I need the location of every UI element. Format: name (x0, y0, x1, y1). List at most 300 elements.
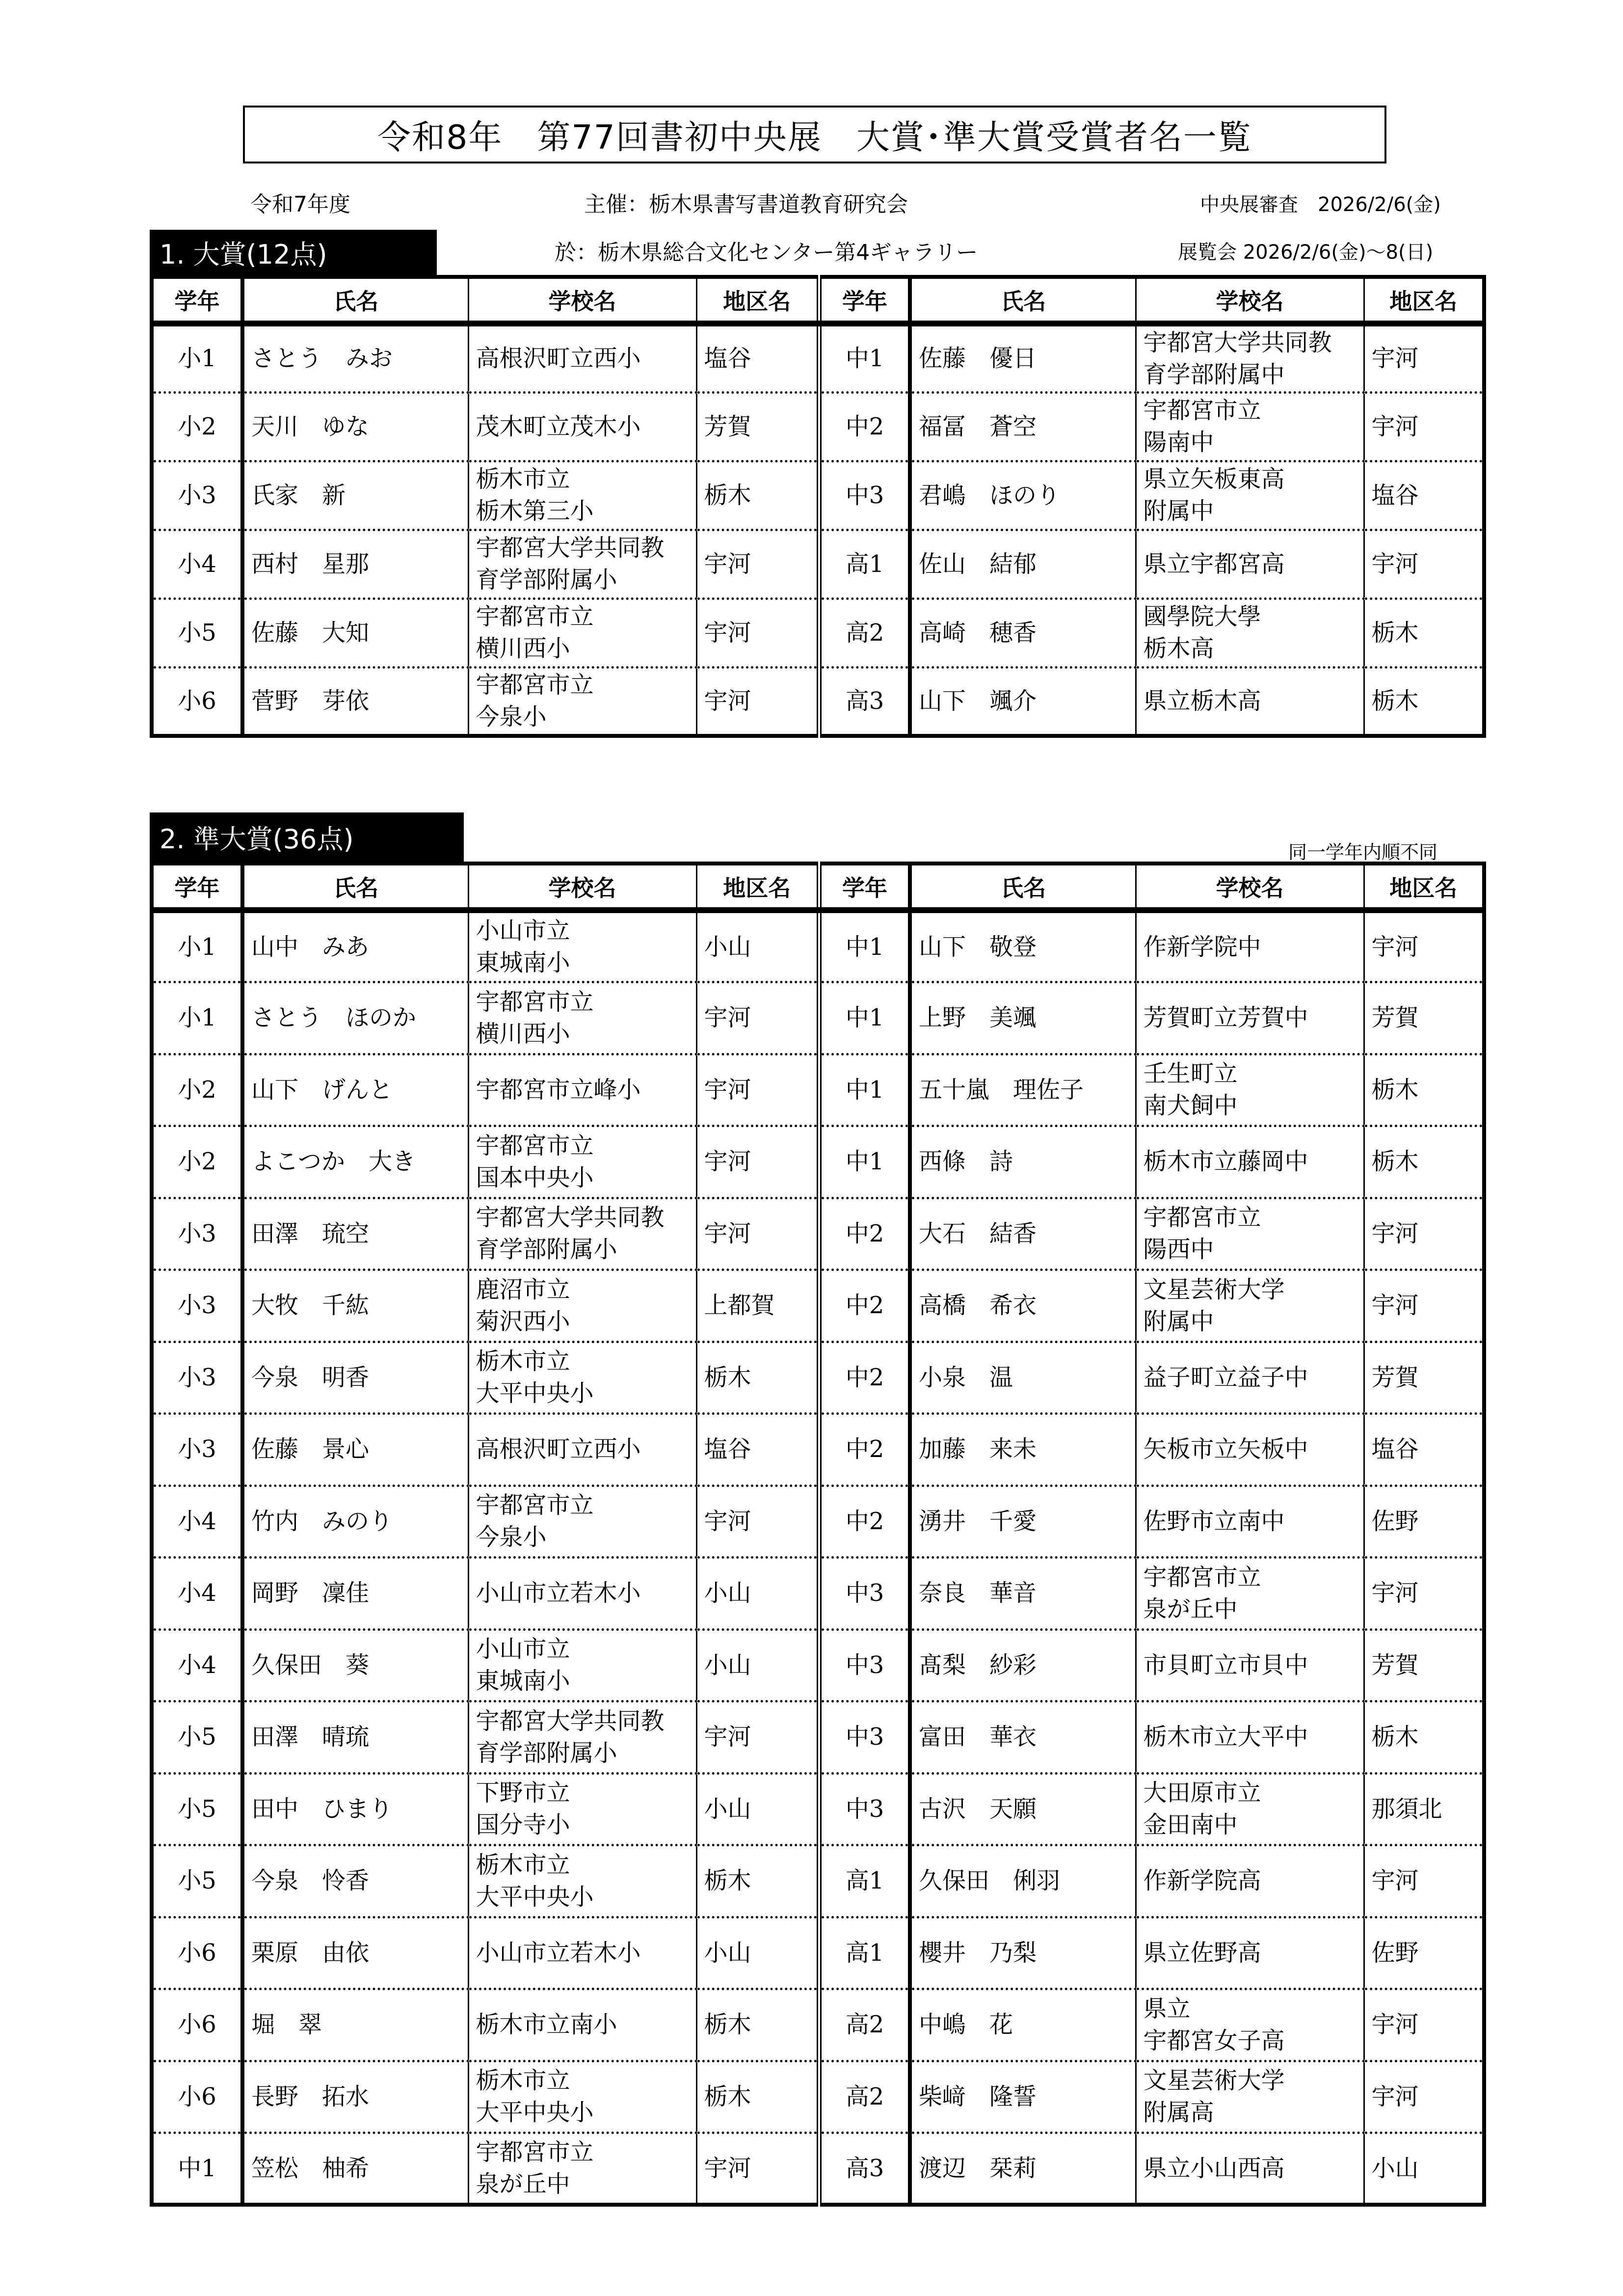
school-line: 佐野市立南中 (1143, 1507, 1285, 1535)
order-note: 同一学年内順不同 (1288, 841, 1438, 863)
table-row (152, 1989, 1484, 2061)
school-line: 栃木市立南小 (476, 2011, 617, 2039)
school-line: 栃木市立大平中 (1143, 1723, 1308, 1751)
school-line: 県立佐野高 (1143, 1939, 1261, 1967)
name-cell: 富田 華衣 (910, 1702, 1136, 1774)
grade-cell: 中1 (819, 324, 910, 392)
district-cell: 宇河 (696, 598, 819, 667)
table-row (152, 1917, 1484, 1989)
school-line: 宇都宮市立 (476, 1491, 594, 1519)
school-line: 大平中央小 (476, 1883, 594, 1911)
grade-cell: 中3 (819, 1558, 910, 1630)
section-grand-prize-label: 1. 大賞(12点) (150, 230, 437, 275)
district-cell: 宇河 (1364, 392, 1484, 461)
school-cell (468, 1917, 696, 1989)
grade-cell: 小5 (152, 598, 242, 667)
grade-cell: 中1 (819, 1054, 910, 1126)
school-line: 陽西中 (1143, 1236, 1214, 1264)
district-cell: 宇河 (696, 2133, 819, 2205)
school-cell (1136, 982, 1364, 1054)
school-cell (1136, 1198, 1364, 1270)
grand-prize-table (150, 275, 1486, 738)
school-line: 矢板市立矢板中 (1143, 1435, 1308, 1463)
school-cell (468, 530, 696, 598)
school-line: 国分寺小 (476, 1811, 570, 1839)
school-line: 栃木高 (1143, 635, 1214, 662)
col-header-school: 学校名 (468, 864, 696, 910)
name-cell: 田澤 晴琉 (242, 1702, 468, 1774)
school-cell (468, 1558, 696, 1630)
grade-cell: 中1 (152, 2133, 242, 2205)
table-header-row (152, 864, 1484, 910)
district-cell: 小山 (696, 910, 819, 982)
col-header-grade: 学年 (819, 864, 910, 910)
name-cell: 竹内 みのり (242, 1486, 468, 1558)
col-header-grade: 学年 (819, 277, 910, 324)
name-cell: 堀 翠 (242, 1989, 468, 2061)
school-line: 益子町立益子中 (1143, 1363, 1308, 1391)
table-row (152, 392, 1484, 461)
school-cell (1136, 1558, 1364, 1630)
col-header-grade: 学年 (152, 277, 242, 324)
school-line: 宇都宮市立 (476, 1132, 594, 1160)
school-line: 東城南小 (476, 1667, 570, 1695)
school-line: 国本中央小 (476, 1163, 594, 1191)
district-cell: 栃木 (1364, 1702, 1484, 1774)
grade-cell: 小2 (152, 1054, 242, 1126)
grade-cell: 小2 (152, 392, 242, 461)
school-line: 宇都宮女子高 (1143, 2026, 1285, 2054)
table-row (152, 1126, 1484, 1198)
district-cell: 宇河 (1364, 1270, 1484, 1342)
school-cell (1136, 2061, 1364, 2133)
school-cell (1136, 324, 1364, 392)
name-cell: 柴﨑 隆誓 (910, 2061, 1136, 2133)
name-cell: 西村 星那 (242, 530, 468, 598)
table-row (152, 1342, 1484, 1414)
name-cell: 西條 詩 (910, 1126, 1136, 1198)
school-line: 宇都宮市立 (1143, 1204, 1261, 1232)
school-line: 文星芸術大学 (1143, 2067, 1285, 2095)
section-semi-grand-prize-label: 2. 準大賞(36点) (150, 812, 464, 862)
grade-cell: 中2 (819, 1198, 910, 1270)
semi-grand-prize-table (150, 862, 1486, 2207)
district-cell: 小山 (696, 1558, 819, 1630)
school-cell (468, 1629, 696, 1702)
school-cell (1136, 1486, 1364, 1558)
name-cell: よこつか 大き (242, 1126, 468, 1198)
school-cell (468, 461, 696, 530)
grade-cell: 中2 (819, 1414, 910, 1486)
school-line: 宇都宮市立 (1143, 1563, 1261, 1591)
school-line: 附属中 (1143, 1307, 1214, 1335)
school-line: 宇都宮市立 (476, 603, 594, 631)
grade-cell: 中3 (819, 1702, 910, 1774)
school-line: 県立宇都宮高 (1143, 550, 1285, 578)
grade-cell: 中3 (819, 461, 910, 530)
school-line: 宇都宮大学共同教 (476, 1707, 665, 1735)
district-cell: 宇河 (1364, 1989, 1484, 2061)
name-cell: 田澤 琉空 (242, 1198, 468, 1270)
grade-cell: 高2 (819, 598, 910, 667)
school-line: 金田南中 (1143, 1811, 1238, 1839)
school-line: 市貝町立市貝中 (1143, 1651, 1308, 1679)
school-cell (1136, 598, 1364, 667)
school-cell (468, 392, 696, 461)
name-cell: 今泉 明香 (242, 1342, 468, 1414)
district-cell: 芳賀 (1364, 1342, 1484, 1414)
district-cell: 栃木 (1364, 667, 1484, 736)
district-cell: 那須北 (1364, 1773, 1484, 1845)
grade-cell: 中3 (819, 1773, 910, 1845)
table-row (152, 1198, 1484, 1270)
district-cell: 塩谷 (1364, 1414, 1484, 1486)
school-cell (468, 2133, 696, 2205)
school-line: 高根沢町立西小 (476, 1435, 641, 1463)
school-line: 壬生町立 (1143, 1060, 1238, 1088)
school-line: 栃木市立 (476, 1348, 570, 1376)
school-line: 育学部附属中 (1143, 360, 1285, 388)
district-cell: 宇河 (1364, 530, 1484, 598)
school-line: 茂木町立茂木小 (476, 412, 641, 440)
school-line: 作新学院中 (1143, 933, 1261, 961)
venue: 於：栃木県総合文化センター第4ギャラリー (555, 240, 978, 265)
table-row (152, 1558, 1484, 1630)
table-row (152, 1845, 1484, 1918)
col-header-name: 氏名 (910, 864, 1136, 910)
col-header-district: 地区名 (1364, 864, 1484, 910)
grade-cell: 小3 (152, 1414, 242, 1486)
school-cell (468, 667, 696, 736)
district-cell: 小山 (696, 1773, 819, 1845)
organizer: 主催：栃木県書写書道教育研究会 (584, 192, 908, 217)
col-header-name: 氏名 (242, 864, 468, 910)
school-cell (468, 1845, 696, 1918)
school-cell (1136, 667, 1364, 736)
grade-cell: 小3 (152, 1198, 242, 1270)
district-cell: 宇河 (1364, 324, 1484, 392)
school-line: 南犬飼中 (1143, 1092, 1238, 1120)
district-cell: 芳賀 (696, 392, 819, 461)
name-cell: 奈良 華音 (910, 1558, 1136, 1630)
name-cell: 高橋 希衣 (910, 1270, 1136, 1342)
col-header-district: 地区名 (696, 864, 819, 910)
name-cell: 久保田 俐羽 (910, 1845, 1136, 1918)
name-cell: 栗原 由依 (242, 1917, 468, 1989)
exhibition-date: 展覧会 2026/2/6(金)～8(日) (1178, 241, 1434, 264)
school-cell (468, 1702, 696, 1774)
name-cell: 五十嵐 理佐子 (910, 1054, 1136, 1126)
school-cell (1136, 1342, 1364, 1414)
name-cell: 髙梨 紗彩 (910, 1629, 1136, 1702)
grade-cell: 小3 (152, 1270, 242, 1342)
name-cell: 君嶋 ほのり (910, 461, 1136, 530)
school-line: 宇都宮大学共同教 (476, 1204, 665, 1232)
school-cell (468, 982, 696, 1054)
school-line: 宇都宮市立 (476, 988, 594, 1016)
school-line: 栃木第三小 (476, 497, 594, 525)
col-header-district: 地区名 (1364, 277, 1484, 324)
school-line: 附属中 (1143, 497, 1214, 525)
school-cell (468, 1773, 696, 1845)
fiscal-year: 令和7年度 (250, 192, 350, 217)
school-cell (1136, 1702, 1364, 1774)
name-cell: 大石 結香 (910, 1198, 1136, 1270)
grade-cell: 中2 (819, 392, 910, 461)
school-line: 育学部附属小 (476, 1739, 617, 1767)
school-line: 宇都宮市立 (476, 671, 594, 699)
school-line: 國學院大學 (1143, 603, 1261, 631)
school-cell (468, 1270, 696, 1342)
district-cell: 栃木 (1364, 598, 1484, 667)
school-line: 栃木市立 (476, 2067, 570, 2095)
school-cell (468, 2061, 696, 2133)
district-cell: 塩谷 (696, 1414, 819, 1486)
school-cell (468, 324, 696, 392)
grade-cell: 高1 (819, 1845, 910, 1918)
name-cell: 笠松 柚希 (242, 2133, 468, 2205)
district-cell: 宇河 (1364, 1558, 1484, 1630)
district-cell: 小山 (696, 1917, 819, 1989)
district-cell: 塩谷 (1364, 461, 1484, 530)
name-cell: 天川 ゆな (242, 392, 468, 461)
school-cell (468, 1054, 696, 1126)
name-cell: 長野 拓水 (242, 2061, 468, 2133)
grade-cell: 高3 (819, 2133, 910, 2205)
district-cell: 栃木 (696, 1342, 819, 1414)
school-line: 菊沢西小 (476, 1307, 570, 1335)
grade-cell: 小4 (152, 1629, 242, 1702)
name-cell: さとう ほのか (242, 982, 468, 1054)
school-line: 大平中央小 (476, 2099, 594, 2127)
district-cell: 宇河 (696, 1054, 819, 1126)
school-cell (468, 1342, 696, 1414)
school-line: 横川西小 (476, 635, 570, 662)
table-row (152, 982, 1484, 1054)
table-row (152, 530, 1484, 598)
school-cell (1136, 1126, 1364, 1198)
grade-cell: 中1 (819, 910, 910, 982)
school-line: 泉が丘中 (476, 2170, 570, 2198)
school-line: 宇都宮市立 (1143, 397, 1261, 425)
school-cell (1136, 2133, 1364, 2205)
district-cell: 芳賀 (1364, 982, 1484, 1054)
school-cell (468, 1126, 696, 1198)
table-row (152, 1486, 1484, 1558)
district-cell: 栃木 (1364, 1054, 1484, 1126)
grade-cell: 小4 (152, 530, 242, 598)
name-cell: 湧井 千愛 (910, 1486, 1136, 1558)
name-cell: 加藤 来未 (910, 1414, 1136, 1486)
district-cell: 宇河 (696, 530, 819, 598)
school-cell (468, 598, 696, 667)
grade-cell: 中2 (819, 1270, 910, 1342)
grade-cell: 小5 (152, 1845, 242, 1918)
table-row (152, 598, 1484, 667)
school-line: 栃木市立藤岡中 (1143, 1148, 1308, 1176)
school-cell (1136, 910, 1364, 982)
grade-cell: 中1 (819, 1126, 910, 1198)
grade-cell: 小6 (152, 1917, 242, 1989)
school-line: 大平中央小 (476, 1379, 594, 1407)
school-line: 宇都宮大学共同教 (1143, 328, 1332, 356)
school-line: 下野市立 (476, 1779, 570, 1807)
table-row (152, 1054, 1484, 1126)
school-line: 県立小山西高 (1143, 2154, 1285, 2182)
name-cell: 山中 みあ (242, 910, 468, 982)
table-row (152, 2133, 1484, 2205)
district-cell: 宇河 (1364, 2061, 1484, 2133)
grade-cell: 中2 (819, 1486, 910, 1558)
district-cell: 宇河 (696, 1702, 819, 1774)
school-line: 小山市立若木小 (476, 1939, 641, 1967)
grade-cell: 高1 (819, 530, 910, 598)
district-cell: 宇河 (1364, 910, 1484, 982)
grade-cell: 小1 (178, 933, 216, 961)
name-cell: 櫻井 乃梨 (910, 1917, 1136, 1989)
table-row (152, 1629, 1484, 1702)
grade-cell: 中2 (819, 1342, 910, 1414)
grade-cell: 小6 (152, 667, 242, 736)
district-cell: 宇河 (1364, 1845, 1484, 1918)
table-row (152, 1702, 1484, 1774)
district-cell: 栃木 (696, 461, 819, 530)
grade-cell: 小5 (152, 1773, 242, 1845)
grade-cell: 小4 (152, 1486, 242, 1558)
page-title: 令和8年 第77回書初中央展 大賞･準大賞受賞者名一覧 (243, 106, 1386, 163)
col-header-school: 学校名 (1136, 277, 1364, 324)
school-line: 泉が丘中 (1143, 1595, 1238, 1623)
school-line: 宇都宮市立 (476, 2138, 594, 2166)
school-cell (468, 910, 696, 982)
table-header-row (152, 277, 1484, 324)
grade-cell: 小1 (178, 345, 216, 373)
school-line: 栃木市立 (476, 1851, 570, 1879)
name-cell: 田中 ひまり (242, 1773, 468, 1845)
school-line: 宇都宮大学共同教 (476, 534, 665, 562)
school-cell (1136, 1917, 1364, 1989)
name-cell: 佐藤 景心 (242, 1414, 468, 1486)
table-row (152, 461, 1484, 530)
grade-cell: 小6 (152, 2061, 242, 2133)
col-header-district: 地区名 (696, 277, 819, 324)
district-cell: 宇河 (696, 982, 819, 1054)
name-cell: 今泉 怜香 (242, 1845, 468, 1918)
name-cell: 氏家 新 (242, 461, 468, 530)
school-cell (468, 1414, 696, 1486)
grade-cell: 小1 (152, 982, 242, 1054)
table-row (152, 910, 1484, 982)
district-cell: 宇河 (696, 1486, 819, 1558)
name-cell: 久保田 葵 (242, 1629, 468, 1702)
district-cell: 宇河 (696, 667, 819, 736)
name-cell: 佐藤 大知 (242, 598, 468, 667)
name-cell: 福冨 蒼空 (910, 392, 1136, 461)
school-line: 陽南中 (1143, 429, 1214, 456)
school-cell (1136, 1414, 1364, 1486)
grade-cell: 高1 (819, 1917, 910, 1989)
district-cell: 宇河 (696, 1198, 819, 1270)
district-cell: 塩谷 (696, 324, 819, 392)
school-line: 小山市立 (476, 917, 570, 945)
school-line: 大田原市立 (1143, 1779, 1261, 1807)
grade-cell: 小5 (152, 1702, 242, 1774)
name-cell: 古沢 天願 (910, 1773, 1136, 1845)
name-cell: 小泉 温 (910, 1342, 1136, 1414)
name-cell: さとう みお (242, 324, 468, 392)
district-cell: 栃木 (696, 2061, 819, 2133)
school-line: 宇都宮市立峰小 (476, 1076, 641, 1104)
name-cell: 渡辺 栞莉 (910, 2133, 1136, 2205)
name-cell: 山下 敬登 (910, 910, 1136, 982)
col-header-school: 学校名 (1136, 864, 1364, 910)
district-cell: 芳賀 (1364, 1629, 1484, 1702)
school-cell (468, 1486, 696, 1558)
school-line: 横川西小 (476, 1020, 570, 1048)
district-cell: 佐野 (1364, 1486, 1484, 1558)
col-header-school: 学校名 (468, 277, 696, 324)
school-line: 東城南小 (476, 949, 570, 976)
name-cell: 佐藤 優日 (910, 324, 1136, 392)
school-cell (1136, 530, 1364, 598)
school-cell (1136, 1629, 1364, 1702)
grade-cell: 中1 (819, 982, 910, 1054)
school-cell (1136, 461, 1364, 530)
district-cell: 栃木 (696, 1989, 819, 2061)
grade-cell: 高2 (819, 1989, 910, 2061)
school-line: 小山市立 (476, 1635, 570, 1663)
school-cell (1136, 1270, 1364, 1342)
name-cell: 菅野 芽依 (242, 667, 468, 736)
school-line: 附属高 (1143, 2099, 1214, 2127)
district-cell: 上都賀 (696, 1270, 819, 1342)
col-header-name: 氏名 (910, 277, 1136, 324)
grade-cell: 中3 (819, 1629, 910, 1702)
name-cell: 佐山 結郁 (910, 530, 1136, 598)
grade-cell: 小2 (152, 1126, 242, 1198)
school-line: 県立栃木高 (1143, 687, 1261, 715)
school-line: 作新学院高 (1143, 1867, 1261, 1895)
grade-cell: 小3 (152, 1342, 242, 1414)
district-cell: 栃木 (696, 1845, 819, 1918)
name-cell: 大牧 千紘 (242, 1270, 468, 1342)
table-row (152, 1414, 1484, 1486)
school-line: 今泉小 (476, 1523, 547, 1551)
name-cell: 上野 美颯 (910, 982, 1136, 1054)
name-cell: 山下 颯介 (910, 667, 1136, 736)
school-cell (1136, 392, 1364, 461)
school-cell (1136, 1989, 1364, 2061)
table-row (152, 324, 1484, 392)
district-cell: 佐野 (1364, 1917, 1484, 1989)
grade-cell: 小6 (152, 1989, 242, 2061)
school-line: 県立矢板東高 (1143, 465, 1285, 493)
school-line: 育学部附属小 (476, 1236, 617, 1264)
name-cell: 山下 げんと (242, 1054, 468, 1126)
name-cell: 中嶋 花 (910, 1989, 1136, 2061)
grade-cell: 高2 (819, 2061, 910, 2133)
name-cell: 高崎 穂香 (910, 598, 1136, 667)
school-line: 高根沢町立西小 (476, 345, 641, 373)
school-line: 小山市立若木小 (476, 1579, 641, 1607)
school-line: 文星芸術大学 (1143, 1275, 1285, 1303)
school-line: 栃木市立 (476, 465, 570, 493)
school-line: 芳賀町立芳賀中 (1143, 1004, 1308, 1032)
school-line: 県立 (1143, 1995, 1191, 2023)
district-cell: 宇河 (1364, 1198, 1484, 1270)
table-row (152, 667, 1484, 736)
school-line: 鹿沼市立 (476, 1275, 570, 1303)
